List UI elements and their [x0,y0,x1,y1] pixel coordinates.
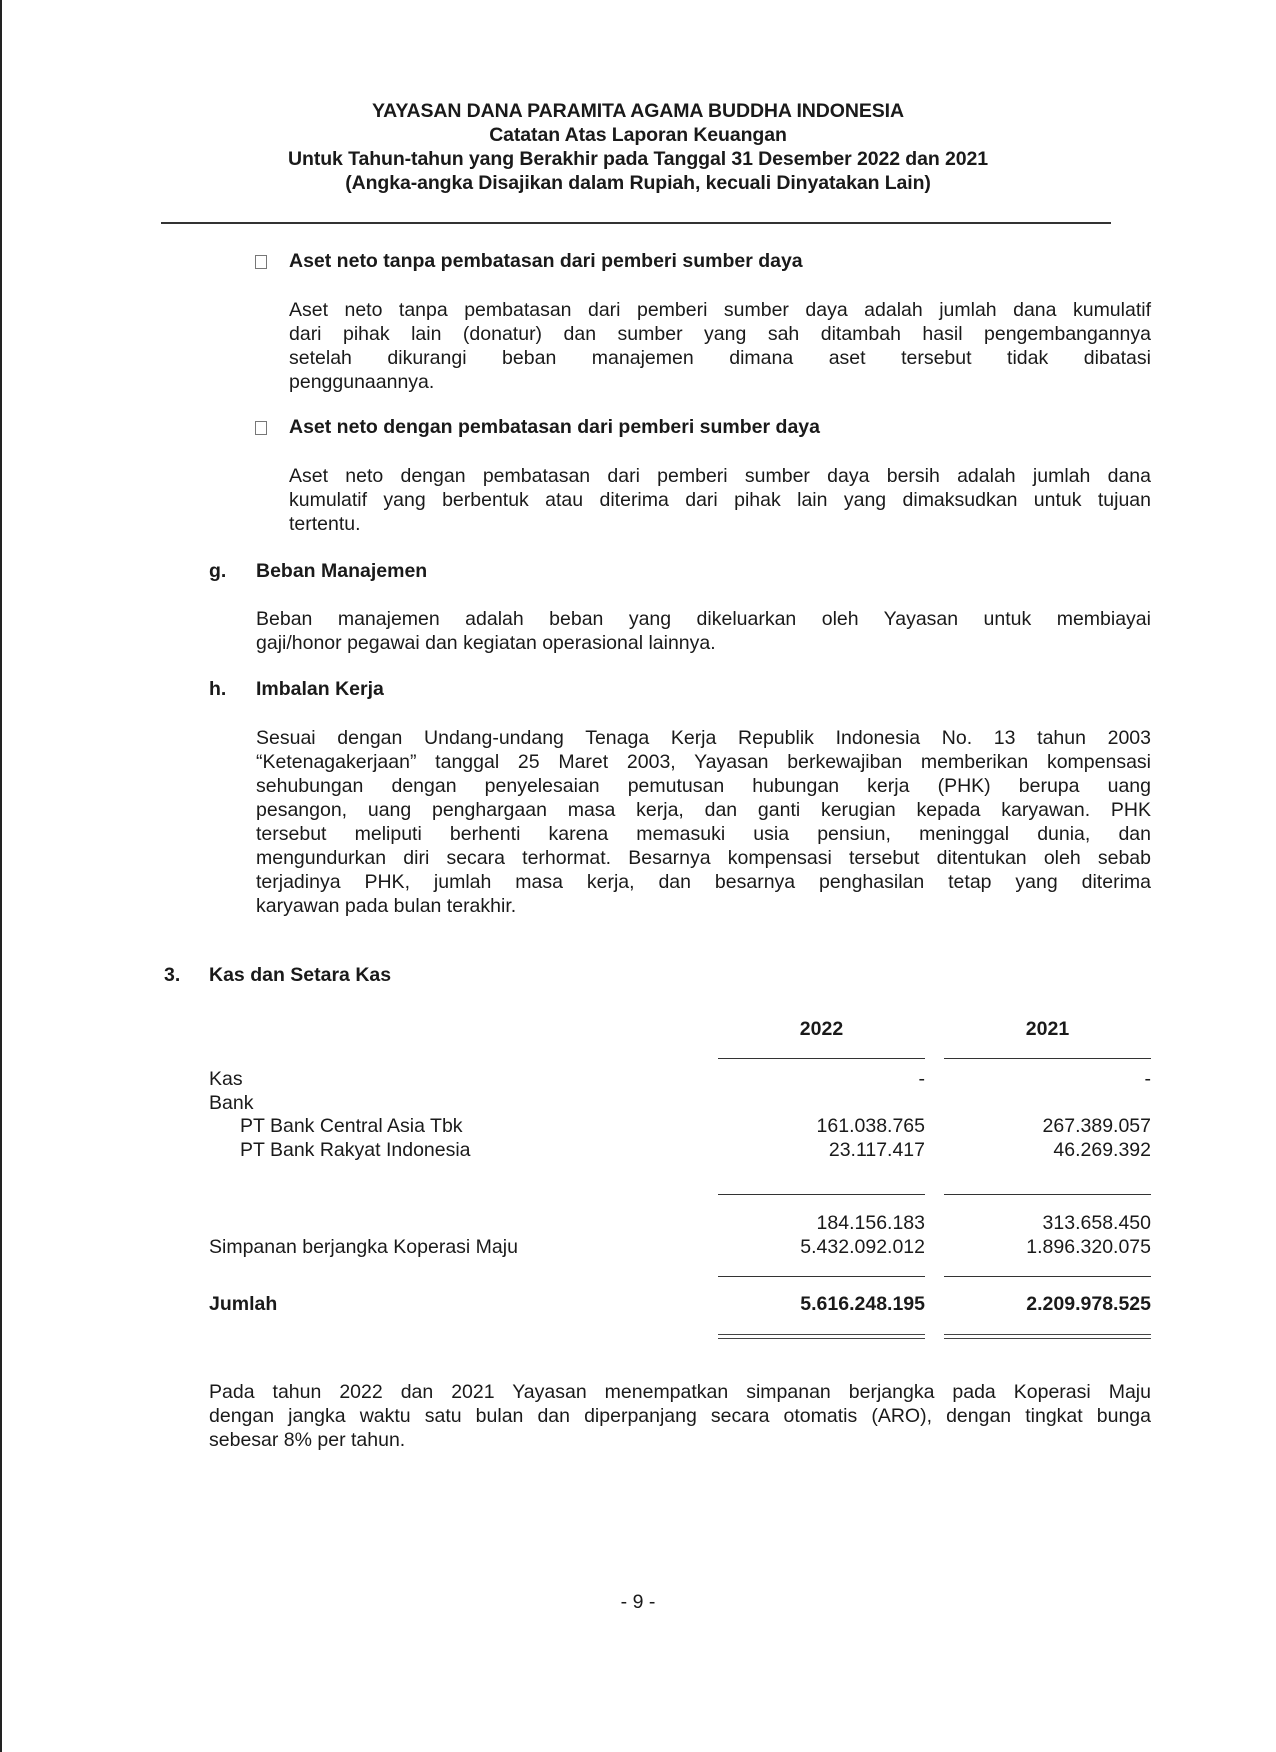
table-row-label: PT Bank Rakyat Indonesia [240,1139,471,1161]
currency-note: (Angka-angka Disajikan dalam Rupiah, kecuali Dinyatakan Lain) [345,172,931,194]
table-row-label: Simpanan berjangka Koperasi Maju [209,1236,518,1258]
total-line-2022 [718,1276,925,1277]
bullet-body-unrestricted [289,298,1151,394]
text-line: tersebut meliputi berhenti karena memasuki usia pensiun, meninggal dunia, dan [256,823,1151,845]
organization-name: YAYASAN DANA PARAMITA AGAMA BUDDHA INDONESIA [372,100,904,122]
subtotal-2021: 313.658.450 [1042,1212,1151,1234]
checkbox-square-icon [255,255,267,269]
column-header-2021: 2021 [1025,1018,1070,1040]
subtotal-line-2022 [718,1194,925,1195]
text-line: setelah dikurangi beban manajemen dimana aset tersebut tidak dibatasi [289,347,1151,369]
table-cell-2021: 1.896.320.075 [1026,1236,1151,1258]
text-line: tertentu. [289,513,361,535]
text-line: Aset neto tanpa pembatasan dari pemberi sumber daya adalah jumlah dana kumulatif [289,299,1151,321]
section-g-label: g. [209,560,227,582]
cash-note [209,1380,1151,1452]
text-line: mengundurkan diri secara terhormat. Besarnya kompensasi tersebut ditentukan oleh sebab [256,847,1151,869]
page-number: - 9 - [620,1591,656,1613]
table-cell-2021: 46.269.392 [1053,1139,1151,1161]
subtotal-2022: 184.156.183 [816,1212,925,1234]
text-line: karyawan pada bulan terakhir. [256,895,517,917]
text-line: Sesuai dengan Undang-undang Tenaga Kerja Republik Indonesia No. 13 tahun 2003 [256,727,1151,749]
scan-edge [0,0,2,1752]
text-line: Aset neto dengan pembatasan dari pemberi sumber daya bersih adalah jumlah dana [289,465,1151,487]
total-label: Jumlah [209,1293,278,1315]
bullet-heading-unrestricted: Aset neto tanpa pembatasan dari pemberi sumber daya [289,250,803,272]
bullet-body-restricted [289,464,1151,536]
text-line: sebesar 8% per tahun. [209,1429,406,1451]
table-cell-2022: - [918,1068,925,1090]
section-g-body [256,607,1151,655]
section-g-title: Beban Manajemen [256,560,428,582]
section-h-body [256,726,1151,918]
text-line: dari pihak lain (donatur) dan sumber yang sah ditambah hasil pengembangannya [289,323,1151,345]
total-2022: 5.616.248.195 [800,1293,925,1315]
text-line: terjadinya PHK, jumlah masa kerja, dan besarnya penghasilan tetap yang diterima [256,871,1151,893]
text-line: kumulatif yang berbentuk atau diterima dari pihak lain yang dimaksudkan untuk tujuan [289,489,1151,511]
text-line: pesangon, uang penghargaan masa kerja, dan ganti kerugian kepada karyawan. PHK [256,799,1151,821]
text-line: sehubungan dengan penyelesaian pemutusan hubungan kerja (PHK) berupa uang [256,775,1151,797]
report-title: Catatan Atas Laporan Keuangan [489,124,787,146]
text-line: penggunaannya. [289,371,435,393]
table-cell-2022: 5.432.092.012 [800,1236,925,1258]
double-underline-2022 [718,1334,925,1339]
table-row-label: PT Bank Central Asia Tbk [240,1115,463,1137]
text-line: Beban manajemen adalah beban yang dikeluarkan oleh Yayasan untuk membiayai [256,608,1151,630]
text-line: Pada tahun 2022 dan 2021 Yayasan menempatkan simpanan berjangka pada Koperasi Maju [209,1381,1151,1403]
bullet-heading-restricted: Aset neto dengan pembatasan dari pemberi sumber daya [289,416,820,438]
table-row-label: Bank [209,1092,254,1114]
report-period: Untuk Tahun-tahun yang Berakhir pada Tanggal 31 Desember 2022 dan 2021 [288,148,988,170]
header-divider [161,222,1111,224]
table-cell-2021: - [1144,1068,1151,1090]
checkbox-square-icon [255,421,267,435]
section-3-label: 3. [164,964,181,986]
page-header [0,99,1276,195]
section-h-title: Imbalan Kerja [256,678,384,700]
text-line: gaji/honor pegawai dan kegiatan operasional lainnya. [256,632,716,654]
total-2021: 2.209.978.525 [1026,1293,1151,1315]
double-underline-2021 [944,1334,1151,1339]
table-cell-2021: 267.389.057 [1042,1115,1151,1137]
table-cell-2022: 23.117.417 [828,1139,925,1161]
total-line-2021 [944,1276,1151,1277]
table-row-label: Kas [209,1068,243,1090]
section-h-label: h. [209,678,227,700]
text-line: “Ketenagakerjaan” tanggal 25 Maret 2003, Yayasan berkewajiban memberikan kompensasi [256,751,1151,773]
section-3-title: Kas dan Setara Kas [209,964,392,986]
table-cell-2022: 161.038.765 [816,1115,925,1137]
header-underline-2021 [944,1058,1151,1059]
text-line: dengan jangka waktu satu bulan dan diperpanjang secara otomatis (ARO), dengan tingkat bunga [209,1405,1151,1427]
column-header-2022: 2022 [799,1018,844,1040]
header-underline-2022 [718,1058,925,1059]
subtotal-line-2021 [944,1194,1151,1195]
